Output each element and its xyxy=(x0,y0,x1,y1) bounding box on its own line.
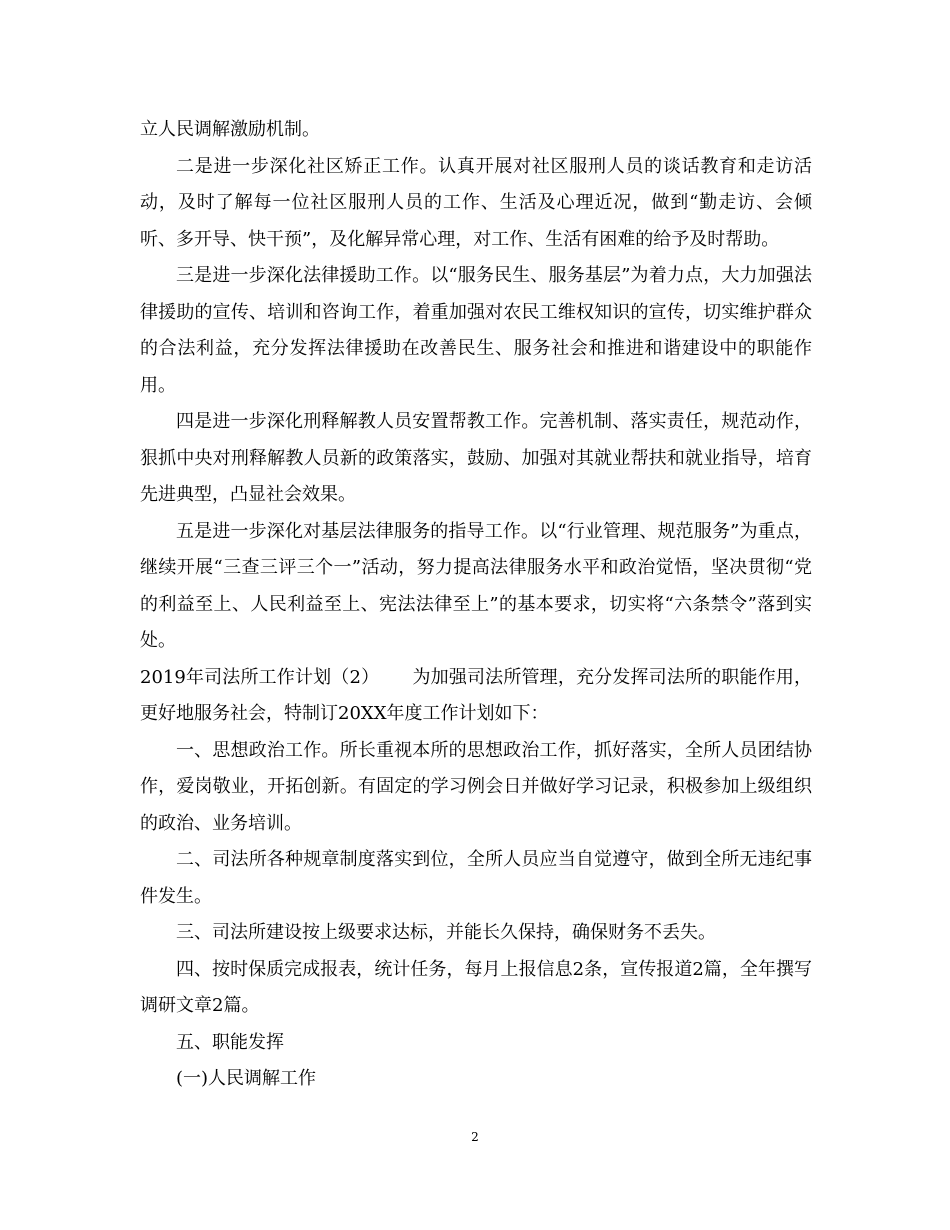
section-heading-functions: 五、职能发挥 xyxy=(176,1031,284,1053)
paragraph-construction: 三、司法所建设按上级要求达标，并能长久保持，确保财务不丢失。 xyxy=(176,922,716,943)
paragraph-political-work: 一、思想政治工作。所长重视本所的思想政治工作，抓好落实，全所人员团结协作，爱岗敬业，开拓创新。有固定的学习例会日并做好学习记录，积极参加上级组织的政治、业务培训。 xyxy=(140,739,812,834)
paragraph-legal-aid: 三是进一步深化法律援助工作。以“服务民生、服务基层”为着力点，大力加强法律援助的宣传、培训和咨询工作，着重加强对农民工维权知识的宣传，切实维护群众的合法利益，充分发挥法律援助在改善民生、服务社会和推进和谐建设中的职能作用。 xyxy=(140,265,812,396)
document-body xyxy=(140,112,812,1098)
paragraph-reports: 四、按时保质完成报表，统计任务，每月上报信息2条，宣传报道2篇，全年撰写调研文章2篇。 xyxy=(140,958,812,1016)
paragraph-community-correction: 二是进一步深化社区矫正工作。认真开展对社区服刑人员的谈话教育和走访活动，及时了解每一位社区服刑人员的工作、生活及心理近况，做到“勤走访、会倾听、多开导、快干预”，及化解异常心理，对工作、生活有困难的给予及时帮助。 xyxy=(140,155,812,250)
paragraph-continuation: 立人民调解激励机制。 xyxy=(140,119,320,140)
paragraph-regulations: 二、司法所各种规章制度落实到位，全所人员应当自觉遵守，做到全所无违纪事件发生。 xyxy=(140,849,812,907)
page-number: 2 xyxy=(471,1130,479,1144)
paragraph-legal-services: 五是进一步深化对基层法律服务的指导工作。以“行业管理、规范服务”为重点，继续开展“三查三评三个一”活动，努力提高法律服务水平和政治觉悟，坚决贯彻“党的利益至上、人民利益至上、宪法法律至上”的基本要求，切实将“六条禁令”落到实处。 xyxy=(140,520,812,651)
subsection-heading-mediation: (一)人民调解工作 xyxy=(176,1068,317,1089)
paragraph-resettlement: 四是进一步深化刑释解教人员安置帮教工作。完善机制、落实责任，规范动作，狠抓中央对刑释解教人员新的政策落实，鼓励、加强对其就业帮扶和就业指导，培育先进典型，凸显社会效果。 xyxy=(140,411,812,505)
paragraph-plan-heading: 2019年司法所工作计划（2） 为加强司法所管理，充分发挥司法所的职能作用，更好地服务社会，特制订20XX年度工作计划如下： xyxy=(140,666,812,724)
